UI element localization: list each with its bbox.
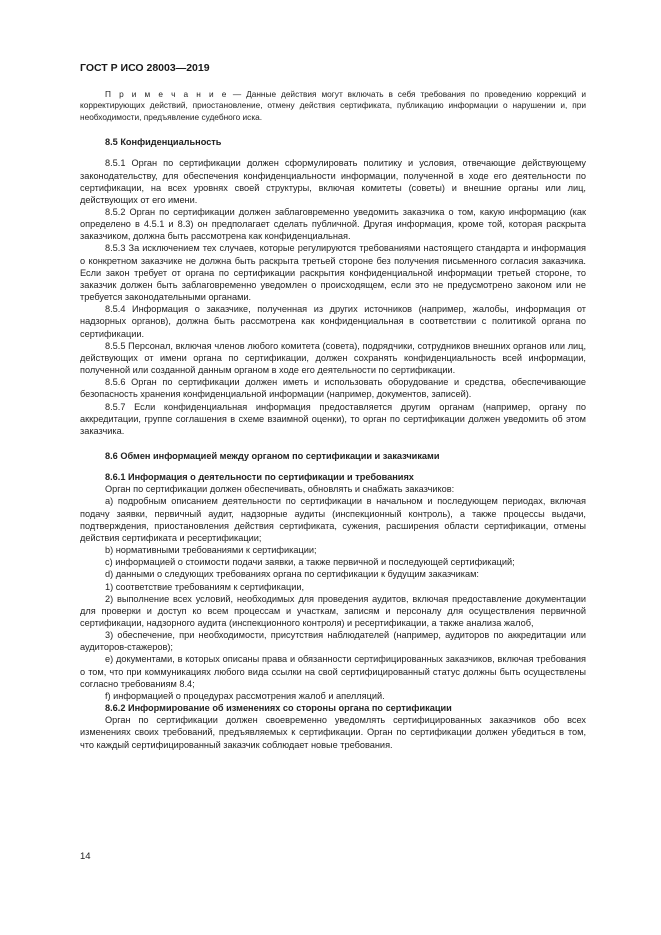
section-8-6-heading: 8.6 Обмен информацией между органом по сертификации и заказчиками [105, 450, 440, 461]
subsection-8-6-1-heading: 8.6.1 Информация о деятельности по сертификации и требованиях [105, 472, 414, 483]
note-label: П р и м е ч а н и е [105, 89, 228, 99]
paragraph-8-5-3: 8.5.3 За исключением тех случаев, которые регулируются требованиями настоящего стандарта и информация о конкретном заказчике не должна быть раскрыта третьей стороне без получения письменного согласия заказчика. Если закон требует от органа по сертификации раскрытия конфиденциальной информации третьей стороне, то заказчик должен быть заблаговременно уведомлен о происходящем, если это не предусмотрено законом или не требуется законодательными органами. [80, 243, 586, 303]
paragraph-8-5-1: 8.5.1 Орган по сертификации должен сформулировать политику и условия, отвечающие действующему законодательству, для обеспечения конфиденциальности информации, полученной в ходе его деятельности по сертификации, на всех уровнях своей структуры, включая комитеты (советы) и внешние органы или лиц, действующих от его имени. [80, 158, 586, 205]
list-item-e: e) документами, в которых описаны права и обязанности сертифицированных заказчиков, включая требования о том, что при коммуникациях любого вида ссылки на свой сертифицированный статус должны быть осуществлены согласно требованиям 8.4; [80, 654, 586, 689]
paragraph-8-5-5: 8.5.5 Персонал, включая членов любого комитета (совета), подрядчики, сотрудников внешних органов или лиц, действующих от имени органа по сертификации, должен сохранять конфиденциальность всей информации, полученной или созданной данным органом в ходе его деятельности по сертификации. [80, 340, 586, 376]
paragraph-8-5-6: 8.5.6 Орган по сертификации должен иметь и использовать оборудование и средства, обеспечивающие безопасность хранения конфиденциальной информации (например, документов, записей). [80, 377, 586, 400]
subsection-8-6-2-heading: 8.6.2 Информирование об изменениях со стороны органа по сертификации [105, 703, 452, 714]
note-paragraph [80, 89, 586, 123]
paragraph-8-6-2: Орган по сертификации должен своевременно уведомлять сертифицированных заказчиков обо всех изменениях своих требований, предъявляемых к сертификации. Орган по сертификации должен убедиться в том, что каждый сертифицированный заказчик соблюдает новые требования. [80, 715, 586, 750]
page-number: 14 [80, 851, 91, 862]
list-item-c: c) информацией о стоимости подачи заявки, а также первичной и последующей сертификаций; [105, 557, 515, 568]
list-item-f: f) информацией о процедурах рассмотрения жалоб и апелляций. [105, 690, 385, 701]
note-text: — Данные действия могут включать в себя требования по проведению коррекций и корректирующих действий, приостановление, отмену действия сертификата, публикацию информации о нарушении и, при необходимости, предъявление судебного иска. [80, 89, 586, 122]
list-sub-item-2: 2) выполнение всех условий, необходимых для проведения аудитов, включая предоставление документации для проверки и доступ ко всем процессам и участкам, записям и персоналу для осуществления первичной сертификации, надзорного аудита (инспекционного контроля) и ресертификации, а также анализа жалоб, [80, 593, 586, 628]
section-8-5-heading: 8.5 Конфиденциальность [105, 137, 222, 148]
document-body [80, 89, 586, 751]
paragraph-8-5-4: 8.5.4 Информация о заказчике, полученная из других источников (например, жалобы, информация от надзорных органов), должна быть рассмотрена как конфиденциальная в соответствии с политикой органа по сертификации. [80, 304, 586, 339]
page-header-standard: ГОСТ Р ИСО 28003—2019 [80, 62, 210, 74]
paragraph-8-5-2: 8.5.2 Орган по сертификации должен заблаговременно уведомить заказчика о том, какую информацию (как определено в 4.5.1 и 8.3) он предполагает сделать публичной. Другая информация, кроме той, которая раскрыта заказчиком, должна быть рассмотрена как конфиденциальная. [80, 207, 586, 242]
list-item-b: b) нормативными требованиями к сертификации; [105, 545, 317, 556]
list-item-a: a) подробным описанием деятельности по сертификации в начальном и последующем периодах, включая подачу заявки, первичный аудит, надзорные аудиты (инспекционный контроль), а также процессы выдачи, подтверждения, приостановления действия сертификата, сужения, расширения области сертификации, отмены действия сертификата и ресертификации; [80, 496, 586, 543]
list-sub-item-1: 1) соответствие требованиям к сертификации, [105, 581, 305, 592]
paragraph-8-5-7: 8.5.7 Если конфиденциальная информация предоставляется другим органам (например, органу по аккредитации, группе соглашения в схеме взаимной оценки), то орган по сертификации должен уведомить об этом заказчика. [80, 401, 586, 436]
list-item-d: d) данными о следующих требованиях органа по сертификации к будущим заказчикам: [105, 569, 479, 580]
list-sub-item-3: 3) обеспечение, при необходимости, присутствия наблюдателей (например, аудиторов по аккредитации или аудиторов-стажеров); [80, 630, 586, 653]
paragraph-8-6-1-intro: Орган по сертификации должен обеспечивать, обновлять и снабжать заказчиков: [105, 484, 455, 495]
